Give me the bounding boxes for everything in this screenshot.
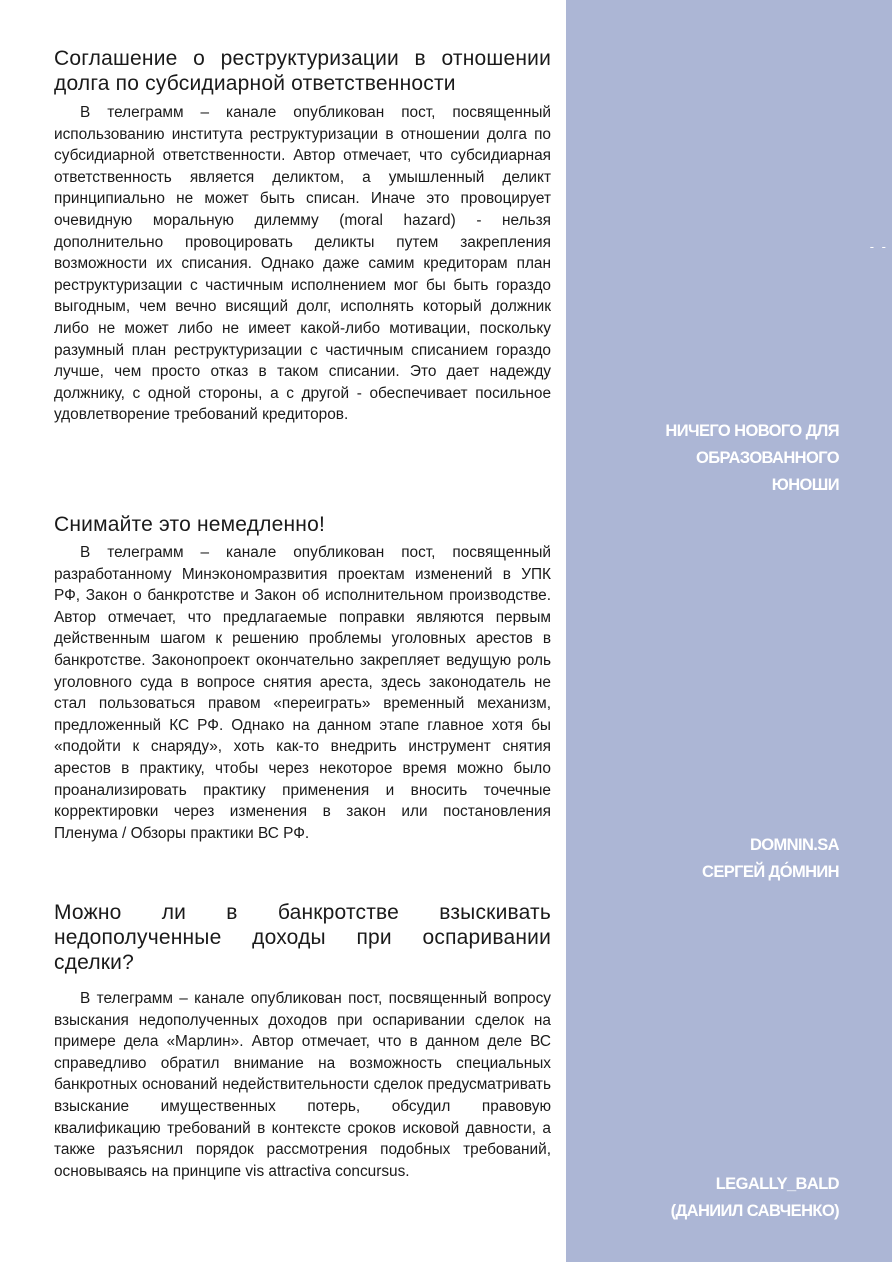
article-lost-income bbox=[54, 900, 551, 1182]
article-body: В телеграмм – канале опубликован пост, посвященный использованию института реструктуризации в отношении долга по субсидиарной ответственности. Автор отмечает, что субсидиарная ответственность является деликтом, а умышленный деликт принципиально не может быть списан. Иначе это провоцирует очевидную моральную дилемму (moral hazard) - нельзя дополнительно провоцировать деликты путем закрепления возможности их списания. Однако даже самим кредиторам план реструктуризации с частичным исполнением мог бы быть гораздо выгодным, чем вечно висящий долг, исполнять который должник либо не может либо не имеет какой-либо мотивации, поскольку разумный план реструктуризации с частичным списанием гораздо лучше, чем просто отказ в таком списании. Это дает надежду должнику, с одной стороны, а с другой - обеспечивает посильное удовлетворение требований кредиторов. bbox=[54, 104, 551, 424]
source-name-line: DOMNIN.SA bbox=[749, 836, 839, 854]
sidebar-mark: - - bbox=[869, 239, 888, 254]
source-name-line: НИЧЕГО НОВОГО ДЛЯ bbox=[665, 422, 839, 440]
main-column bbox=[54, 46, 551, 1180]
article-title: Можно ли в банкротстве взыскивать недополученные доходы при оспаривании сделки? bbox=[54, 901, 551, 974]
source-name-line: ЮНОШИ bbox=[771, 476, 839, 494]
article-remove-arrests bbox=[54, 512, 551, 844]
source-author-line: (ДАНИИЛ САВЧЕНКО) bbox=[670, 1202, 839, 1220]
sidebar bbox=[566, 0, 892, 1262]
source-author-line: СЕРГЕЙ ДО́МНИН bbox=[702, 863, 839, 881]
article-body: В телеграмм – канале опубликован пост, посвященный вопросу взыскания недополученных доходов при оспаривании сделок на примере дела «Марлин». Автор отмечает, что в данном деле ВС справедливо обратил внимание на возможность специальных банкротных оснований недействительности сделок предусматривать взыскание имущественных потерь, обсудил правовую квалификацию требований в контексте сроков исковой давности, а также разъяснил порядок рассмотрения подобных требований, основываясь на принципе vis attractiva concursus. bbox=[54, 990, 551, 1180]
source-channel-2 bbox=[619, 832, 839, 886]
source-name-line: ОБРАЗОВАННОГО bbox=[696, 449, 839, 467]
source-channel-3 bbox=[619, 1171, 839, 1225]
article-title: Снимайте это немедленно! bbox=[54, 513, 326, 536]
article-title: Соглашение о реструктуризации в отношении долга по субсидиарной ответственности bbox=[54, 47, 551, 95]
source-name-line: LEGALLY_BALD bbox=[715, 1175, 839, 1193]
article-restructuring bbox=[54, 46, 551, 426]
article-body: В телеграмм – канале опубликован пост, посвященный разработанному Минэкономразвития проектам изменений в УПК РФ, Закон о банкротстве и Закон об исполнительном производстве. Автор отмечает, что предлагаемые поправки являются первым действенным шагом к решению проблемы уголовных арестов в банкротстве. Законопроект окончательно закрепляет ведущую роль уголовного суда в вопросе снятия ареста, здесь законодатель не стал пользоваться правом «переиграть» временный механизм, предложенный КС РФ. Однако на данном этапе главное хотя бы «подойти к снаряду», хоть как-то внедрить инструмент снятия арестов в практику, чтобы через некоторое время можно было проанализировать практику применения и вносить точечные корректировки через изменения в закон или постановления Пленума / Обзоры практики ВС РФ. bbox=[54, 544, 551, 842]
source-channel-1 bbox=[619, 418, 839, 499]
